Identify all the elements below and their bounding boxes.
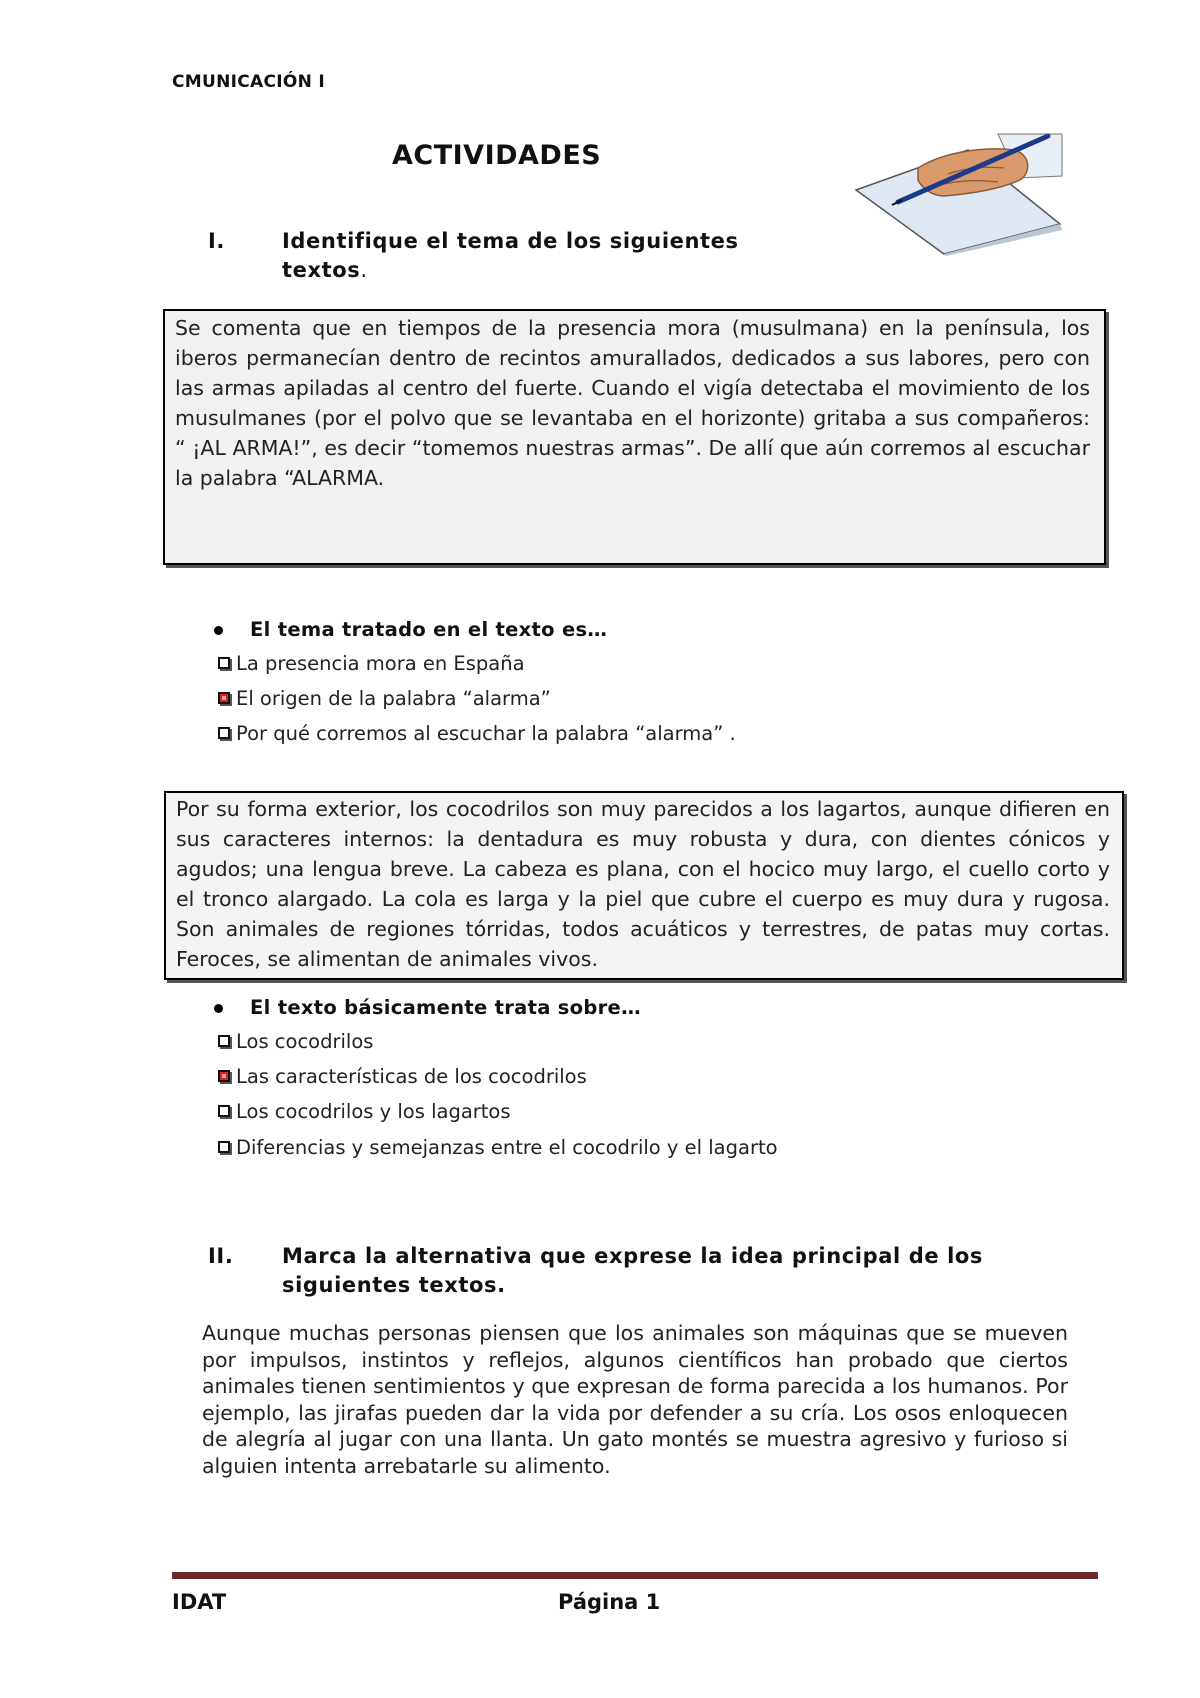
bullet-dot-icon bbox=[214, 1004, 223, 1013]
text-box-2-content: Por su forma exterior, los cocodrilos son muy parecidos a los lagartos, aunque difieren en sus caracteres internos: la dentadura es muy robusta y dura, con dientes cónicos y agudos; una lengua breve. La cabeza es plana, con el hocico muy largo, el cuello corto y el tronco alargado. La cola es larga y la piel que cubre el cuerpo es muy dura y rugosa. Son animales de regiones tórridas, todos acuáticos y terrestres, de patas muy cortas. Feroces, se alimentan de animales vivos. bbox=[176, 797, 1110, 971]
question-2 bbox=[214, 996, 814, 1024]
footer-divider bbox=[172, 1572, 1098, 1579]
option-label: Diferencias y semejanzas entre el cocodrilo y el lagarto bbox=[236, 1136, 778, 1159]
bullet-dot-icon bbox=[214, 626, 223, 635]
question-2-label: El texto básicamente trata sobre… bbox=[250, 996, 641, 1019]
page-title: ACTIVIDADES bbox=[392, 140, 602, 171]
option-label: Los cocodrilos bbox=[236, 1030, 374, 1053]
question-1-label: El tema tratado en el texto es… bbox=[250, 618, 608, 641]
section-2-heading bbox=[208, 1242, 1108, 1302]
section-1-title-line-1: Identifique el tema de los siguientes bbox=[282, 229, 739, 253]
text-box-2 bbox=[164, 791, 1124, 980]
checkbox-icon[interactable] bbox=[218, 657, 230, 669]
footer-page-number: Página 1 bbox=[558, 1590, 661, 1614]
option-label: Las características de los cocodrilos bbox=[236, 1065, 587, 1088]
checkbox-icon[interactable] bbox=[218, 1141, 230, 1153]
option-label: El origen de la palabra “alarma” bbox=[236, 687, 551, 710]
section-2-title-line-1: Marca la alternativa que exprese la idea principal de los bbox=[282, 1244, 984, 1268]
section-1-number: I. bbox=[208, 229, 225, 253]
text-box-1-content: Se comenta que en tiempos de la presencia mora (musulmana) en la península, los iberos permanecían dentro de recintos amurallados, dedicados a sus labores, pero con las armas apiladas al centro del fuerte. Cuando el vigía detectaba el movimiento de los musulmanes (por el polvo que se levantaba en el horizonte) gritaba a sus compañeros: “ ¡AL ARMA!”, es decir “tomemos nuestras armas”. De allí que aún corremos al escuchar la palabra “ALARMA. bbox=[175, 316, 1090, 490]
paragraph-text-3 bbox=[202, 1320, 1068, 1479]
question-1 bbox=[214, 618, 814, 646]
text-box-1 bbox=[163, 309, 1106, 565]
section-1-title-line-2-period: . bbox=[360, 258, 368, 282]
option-label: Por qué corremos al escuchar la palabra “alarma” . bbox=[236, 722, 736, 745]
paragraph-text-3-content: Aunque muchas personas piensen que los animales son máquinas que se mueven por impulsos, instintos y reflejos, algunos científicos han probado que ciertos animales tienen sentimientos y que expresan de forma parecida a los humanos. Por ejemplo, las jirafas pueden dar la vida por defender a su cría. Los osos enloquecen de alegría al jugar con una llanta. Un gato montés se muestra agresivo y furioso si alguien intenta arrebatarle su alimento. bbox=[202, 1321, 1068, 1478]
section-2-title-line-2: siguientes textos. bbox=[282, 1273, 506, 1297]
checkbox-checked-icon[interactable] bbox=[218, 692, 230, 704]
header-course-title: CMUNICACIÓN I bbox=[172, 72, 326, 92]
option-label: Los cocodrilos y los lagartos bbox=[236, 1100, 511, 1123]
checkbox-icon[interactable] bbox=[218, 1105, 230, 1117]
section-1-title-line-2 bbox=[282, 256, 368, 285]
section-2-number: II. bbox=[208, 1244, 234, 1268]
checkbox-checked-icon[interactable] bbox=[218, 1070, 230, 1082]
checkbox-icon[interactable] bbox=[218, 1035, 230, 1047]
option-label: La presencia mora en España bbox=[236, 652, 525, 675]
checkbox-icon[interactable] bbox=[218, 727, 230, 739]
section-1-heading bbox=[208, 227, 908, 287]
footer-institution: IDAT bbox=[172, 1590, 227, 1614]
section-1-title-line-2-text: textos bbox=[282, 258, 361, 282]
